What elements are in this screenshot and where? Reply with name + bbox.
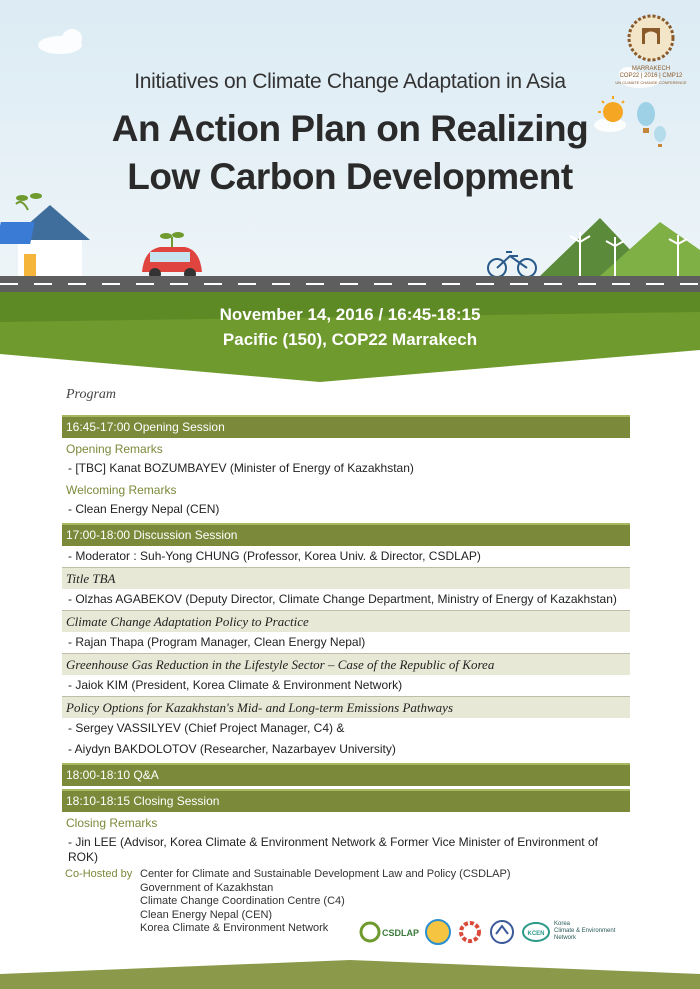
cohost-item: Clean Energy Nepal (CEN)	[140, 908, 273, 921]
event-subtitle: Initiatives on Climate Change Adaptation in Asia	[134, 70, 566, 93]
topic-title: Climate Change Adaptation Policy to Practice	[62, 610, 630, 632]
speaker-entry: - Jaiok KIM (President, Korea Climate & Environment Network)	[68, 678, 403, 692]
event-venue: Pacific (150), COP22 Marrakech	[222, 330, 478, 349]
footer-band	[0, 956, 700, 989]
session-header: 17:00-18:00 Discussion Session	[62, 523, 630, 546]
bicycle-illustration	[488, 252, 536, 277]
car-illustration	[142, 232, 202, 280]
kcen-text-line3: Network	[554, 935, 577, 941]
csdlap-logo-text: CSDLAP	[382, 928, 420, 938]
c4-logo-icon	[461, 923, 479, 941]
topic-title: Greenhouse Gas Reduction in the Lifestyle Sector – Case of the Republic of Korea	[62, 653, 630, 675]
event-title-line2: Low Carbon Development	[127, 156, 573, 197]
speaker-entry: - Rajan Thapa (Program Manager, Clean Energy Nepal)	[68, 635, 366, 649]
house-illustration	[0, 193, 90, 276]
program-label: Program	[66, 387, 117, 402]
remarks-label: Closing Remarks	[66, 816, 158, 830]
partner-logos	[358, 912, 638, 952]
speaker-entry: - Olzhas AGABEKOV (Deputy Director, Climate Change Department, Ministry of Energy of Kazakhstan)	[68, 592, 617, 606]
session-header: 16:45-17:00 Opening Session	[62, 415, 630, 438]
event-title-line1: An Action Plan on Realizing	[111, 108, 589, 149]
kcen-text-line1: Korea	[554, 921, 571, 927]
cohost-item: Korea Climate & Environment Network	[140, 922, 329, 934]
kazakhstan-emblem-icon	[426, 920, 450, 944]
topic-title: Policy Options for Kazakhstan's Mid- and Long-term Emissions Pathways	[62, 696, 630, 718]
scenery-illustration	[0, 0, 700, 300]
cohost-item: Center for Climate and Sustainable Development Law and Policy (CSDLAP)	[140, 868, 511, 880]
remarks-label: Welcoming Remarks	[66, 483, 177, 497]
session-header: 18:00-18:10 Q&A	[62, 763, 630, 786]
speaker-entry: - Sergey VASSILYEV (Chief Project Manager, C4) &	[68, 721, 345, 735]
speaker-entry: - Clean Energy Nepal (CEN)	[68, 502, 220, 516]
speaker-entry: - Jin LEE (Advisor, Korea Climate & Environment Network & Former Vice Minister of Environment of ROK)	[68, 835, 598, 864]
cop22-logo-line3: UN CLIMATE CHANGE CONFERENCE	[615, 80, 687, 85]
mountain-illustration	[540, 218, 700, 276]
cohost-item: Climate Change Coordination Centre (C4)	[140, 895, 345, 907]
road-markings	[0, 283, 700, 285]
kcen-badge-text: KCEN	[527, 931, 545, 937]
event-datetime: November 14, 2016 / 16:45-18:15	[219, 305, 481, 324]
cop22-logo-line1: MARRAKECH	[631, 66, 671, 72]
cohost-item: Government of Kazakhstan	[140, 881, 274, 894]
speaker-entry: - [TBC] Kanat BOZUMBAYEV (Minister of Energy of Kazakhstan)	[68, 461, 414, 475]
remarks-label: Opening Remarks	[66, 442, 163, 456]
cen-logo-icon	[491, 921, 513, 943]
speaker-entry: - Moderator : Suh-Yong CHUNG (Professor, Korea Univ. & Director, CSDLAP)	[68, 549, 481, 563]
cop22-logo-line2: COP22 | 2016 | CMP12	[619, 73, 683, 79]
kcen-logo-icon	[523, 921, 616, 941]
session-header: 18:10-18:15 Closing Session	[62, 789, 630, 812]
cohosted-label: Co-Hosted by	[65, 868, 133, 880]
csdlap-logo-icon	[361, 923, 419, 941]
program-list	[62, 412, 630, 868]
topic-title: Title TBA	[62, 567, 630, 589]
speaker-entry: - Aiydyn BAKDOLOTOV (Researcher, Nazarbayev University)	[68, 742, 396, 756]
kcen-text-line2: Climate & Environment	[554, 928, 616, 934]
